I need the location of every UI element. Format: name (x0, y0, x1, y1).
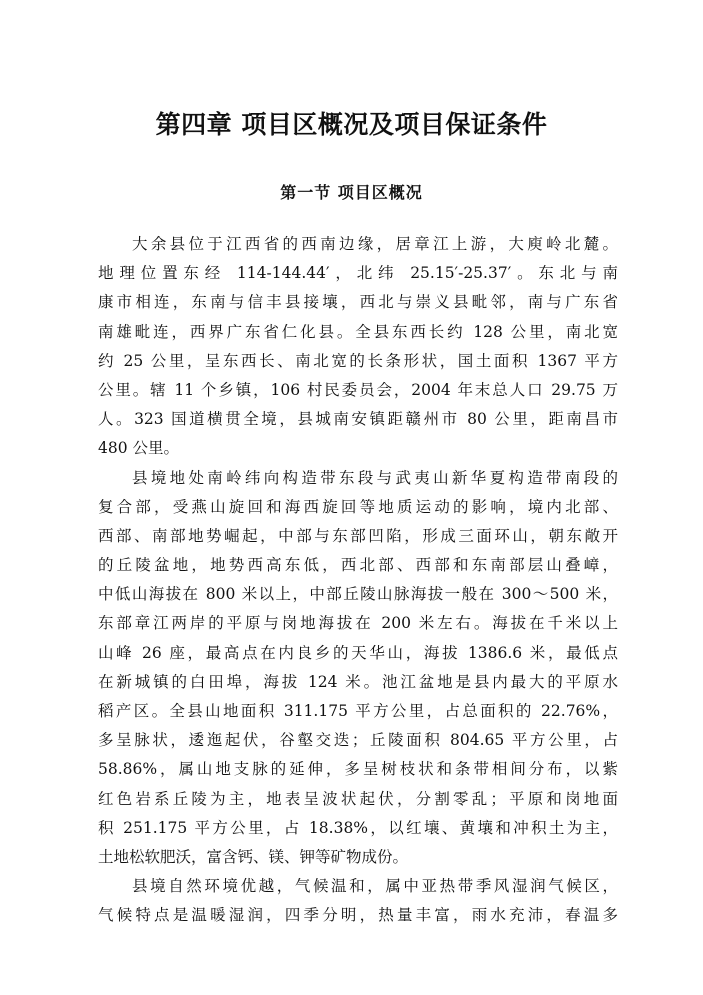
paragraph-line: 480 公里。 (98, 439, 180, 458)
paragraph-line: 公里。辖 11 个乡镇，106 村民委员会，2004 年末总人口 29.75 万 (98, 380, 618, 399)
paragraph-line: 58.86%，属山地支脉的延伸，多呈树枝状和条带相间分布，以紫 (98, 760, 618, 779)
section-title: 第一节 项目区概况 (280, 183, 423, 202)
paragraph-line: 康市相连，东南与信丰县接壤，西北与崇义县毗邻，南与广东省 (98, 293, 618, 312)
paragraph-line: 复合部，受燕山旋回和海西旋回等地质运动的影响，境内北部、 (98, 497, 618, 516)
paragraph-line: 稻产区。全县山地面积 311.175 平方公里，占总面积的 22.76%， (98, 702, 618, 720)
paragraph-line: 人。323 国道横贯全境，县城南安镇距赣州市 80 公里，距南昌市 (98, 410, 618, 429)
paragraph-line: 山峰 26 座，最高点在内良乡的天华山，海拔 1386.6 米，最低点 (98, 643, 618, 662)
paragraph-line: 积 251.175 平方公里，占 18.38%，以红壤、黄壤和冲积土为主， (98, 818, 618, 837)
paragraph-line: 约 25 公里，呈东西长、南北宽的长条形状，国土面积 1367 平方 (98, 351, 618, 370)
paragraph-line: 地理位置东经 114-144.44′，北纬 25.15′-25.37′。东北与南 (98, 264, 618, 283)
paragraph-line: 在新城镇的白田埠，海拔 124 米。池江盆地是县内最大的平原水 (98, 672, 618, 691)
paragraph-line: 南雄毗连，西界广东省仁化县。全县东西长约 128 公里，南北宽 (98, 322, 618, 341)
paragraph-line: 中低山海拔在 800 米以上，中部丘陵山脉海拔一般在 300～500 米， (98, 585, 618, 604)
paragraph-line: 土地松软肥沃，富含钙、镁、钾等矿物成份。 (98, 847, 409, 866)
paragraph-line: 县境地处南岭纬向构造带东段与武夷山新华夏构造带南段的 (132, 468, 618, 487)
body-text (98, 230, 618, 931)
paragraph-line: 西部、南部地势崛起，中部与东部凹陷，形成三面环山，朝东敞开 (98, 526, 618, 545)
paragraph-line: 气候特点是温暖湿润，四季分明，热量丰富，雨水充沛，春温多 (98, 906, 618, 925)
paragraph-line: 的丘陵盆地，地势西高东低，西北部、西部和东南部层山叠嶂， (98, 556, 618, 575)
paragraph-line: 大余县位于江西省的西南边缘，居章江上游，大庾岭北麓。 (132, 235, 618, 253)
paragraph-line: 多呈脉状，逶迤起伏，谷壑交迭；丘陵面积 804.65 平方公里，占 (98, 731, 618, 750)
chapter-title: 第四章 项目区概况及项目保证条件 (155, 110, 548, 139)
paragraph-line: 红色岩系丘陵为主，地表呈波状起伏，分割零乱；平原和岗地面 (98, 789, 618, 808)
paragraph-line: 县境自然环境优越，气候温和，属中亚热带季风湿润气候区， (132, 877, 618, 896)
paragraph-line: 东部章江两岸的平原与岗地海拔在 200 米左右。海拔在千米以上 (98, 614, 618, 633)
